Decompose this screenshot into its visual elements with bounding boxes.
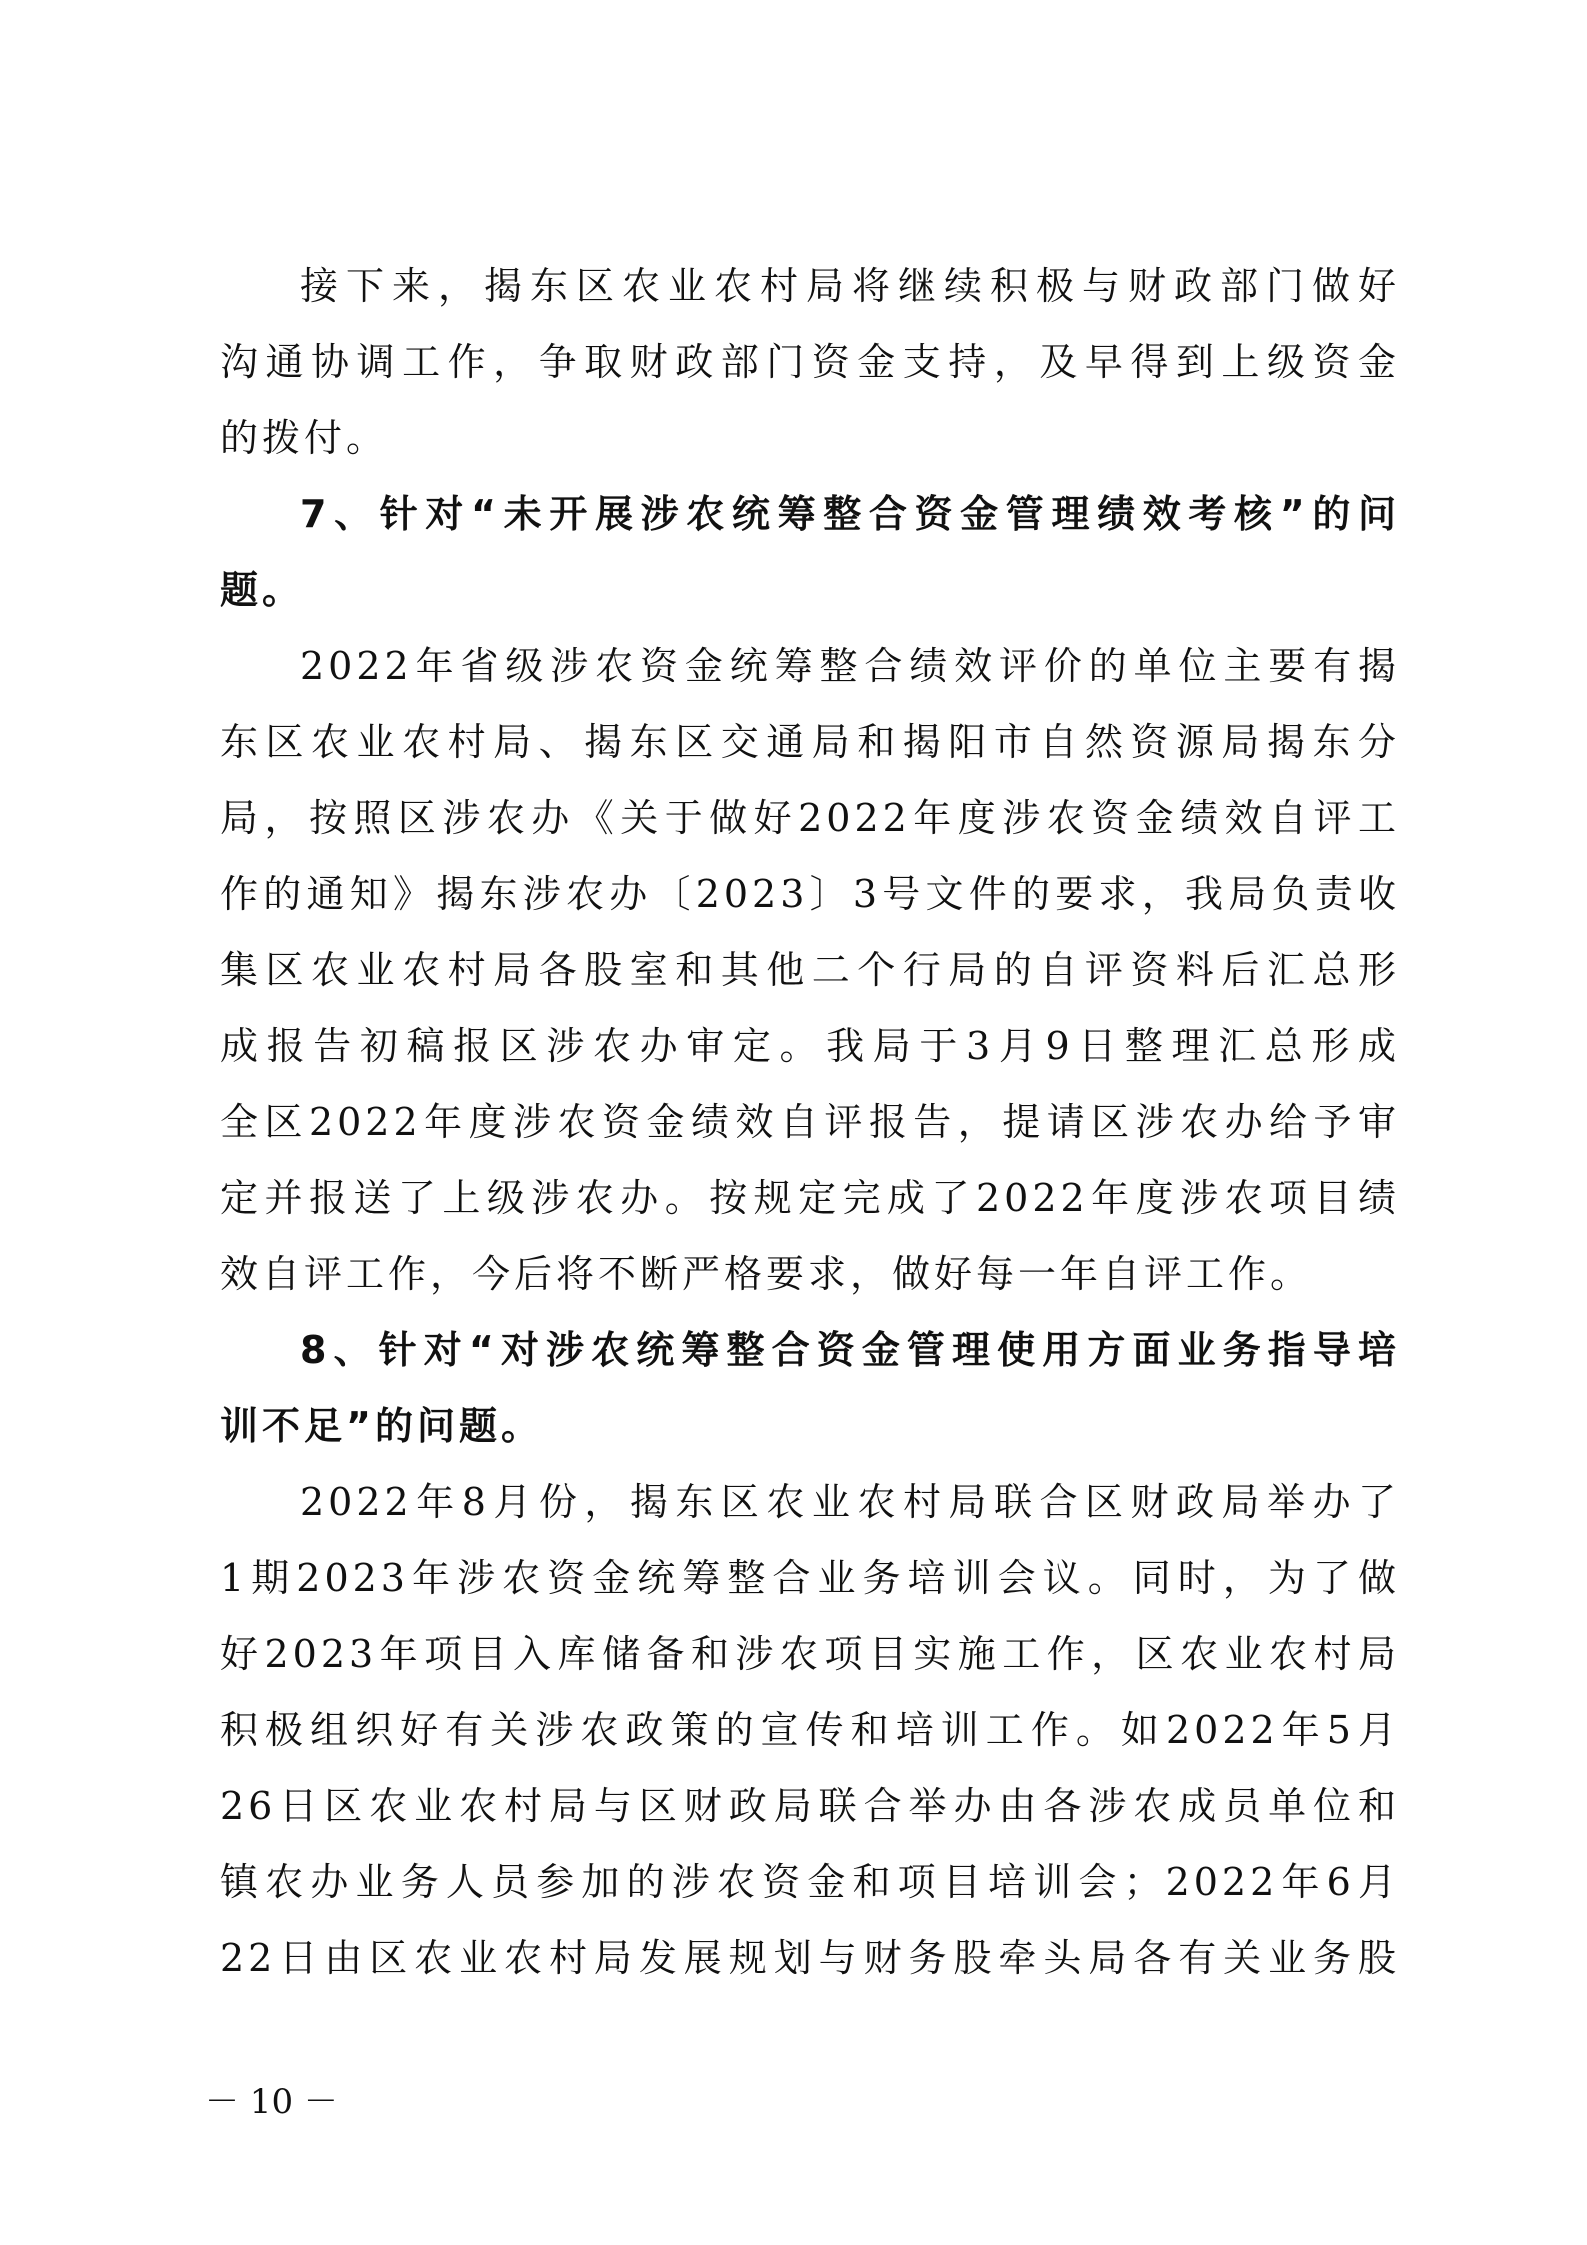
paragraph-line: 26日区农业农村局与区财政局联合举办由各涉农成员单位和 — [220, 1784, 1400, 1828]
paragraph-line: 积极组织好有关涉农政策的宣传和培训工作。如2022年5月 — [220, 1708, 1400, 1752]
paragraph-line: 的拨付。 — [220, 416, 389, 460]
page-number: － 10 － — [205, 2082, 338, 2122]
section-heading-line: 题。 — [220, 568, 305, 612]
paragraph-line: 效自评工作，今后将不断严格要求，做好每一年自评工作。 — [220, 1252, 1313, 1296]
paragraph-line: 1期2023年涉农资金统筹整合业务培训会议。同时，为了做 — [220, 1556, 1400, 1600]
paragraph-line: 全区2022年度涉农资金绩效自评报告，提请区涉农办给予审 — [220, 1100, 1400, 1144]
paragraph-line: 定并报送了上级涉农办。按规定完成了2022年度涉农项目绩 — [220, 1176, 1400, 1220]
paragraph-line: 镇农办业务人员参加的涉农资金和项目培训会；2022年6月 — [220, 1860, 1400, 1904]
section-heading-line: 7、针对“未开展涉农统筹整合资金管理绩效考核”的问 — [300, 492, 1400, 536]
paragraph-line: 好2023年项目入库储备和涉农项目实施工作，区农业农村局 — [220, 1632, 1400, 1676]
paragraph-line: 局，按照区涉农办《关于做好2022年度涉农资金绩效自评工 — [220, 796, 1400, 840]
paragraph-line: 接下来，揭东区农业农村局将继续积极与财政部门做好 — [300, 264, 1400, 308]
section-heading-line: 训不足”的问题。 — [220, 1404, 543, 1448]
section-heading-line: 8、针对“对涉农统筹整合资金管理使用方面业务指导培 — [300, 1328, 1400, 1372]
paragraph-line: 2022年省级涉农资金统筹整合绩效评价的单位主要有揭 — [300, 644, 1400, 688]
paragraph-line: 作的通知》揭东涉农办〔2023〕3号文件的要求，我局负责收 — [220, 872, 1400, 916]
paragraph-line: 东区农业农村局、揭东区交通局和揭阳市自然资源局揭东分 — [220, 720, 1400, 764]
paragraph-line: 集区农业农村局各股室和其他二个行局的自评资料后汇总形 — [220, 948, 1400, 992]
paragraph-line: 22日由区农业农村局发展规划与财务股牵头局各有关业务股 — [220, 1936, 1400, 1980]
paragraph-line: 成报告初稿报区涉农办审定。我局于3月9日整理汇总形成 — [220, 1024, 1400, 1068]
paragraph-line: 沟通协调工作，争取财政部门资金支持，及早得到上级资金 — [220, 340, 1400, 384]
paragraph-line: 2022年8月份，揭东区农业农村局联合区财政局举办了 — [300, 1480, 1400, 1524]
